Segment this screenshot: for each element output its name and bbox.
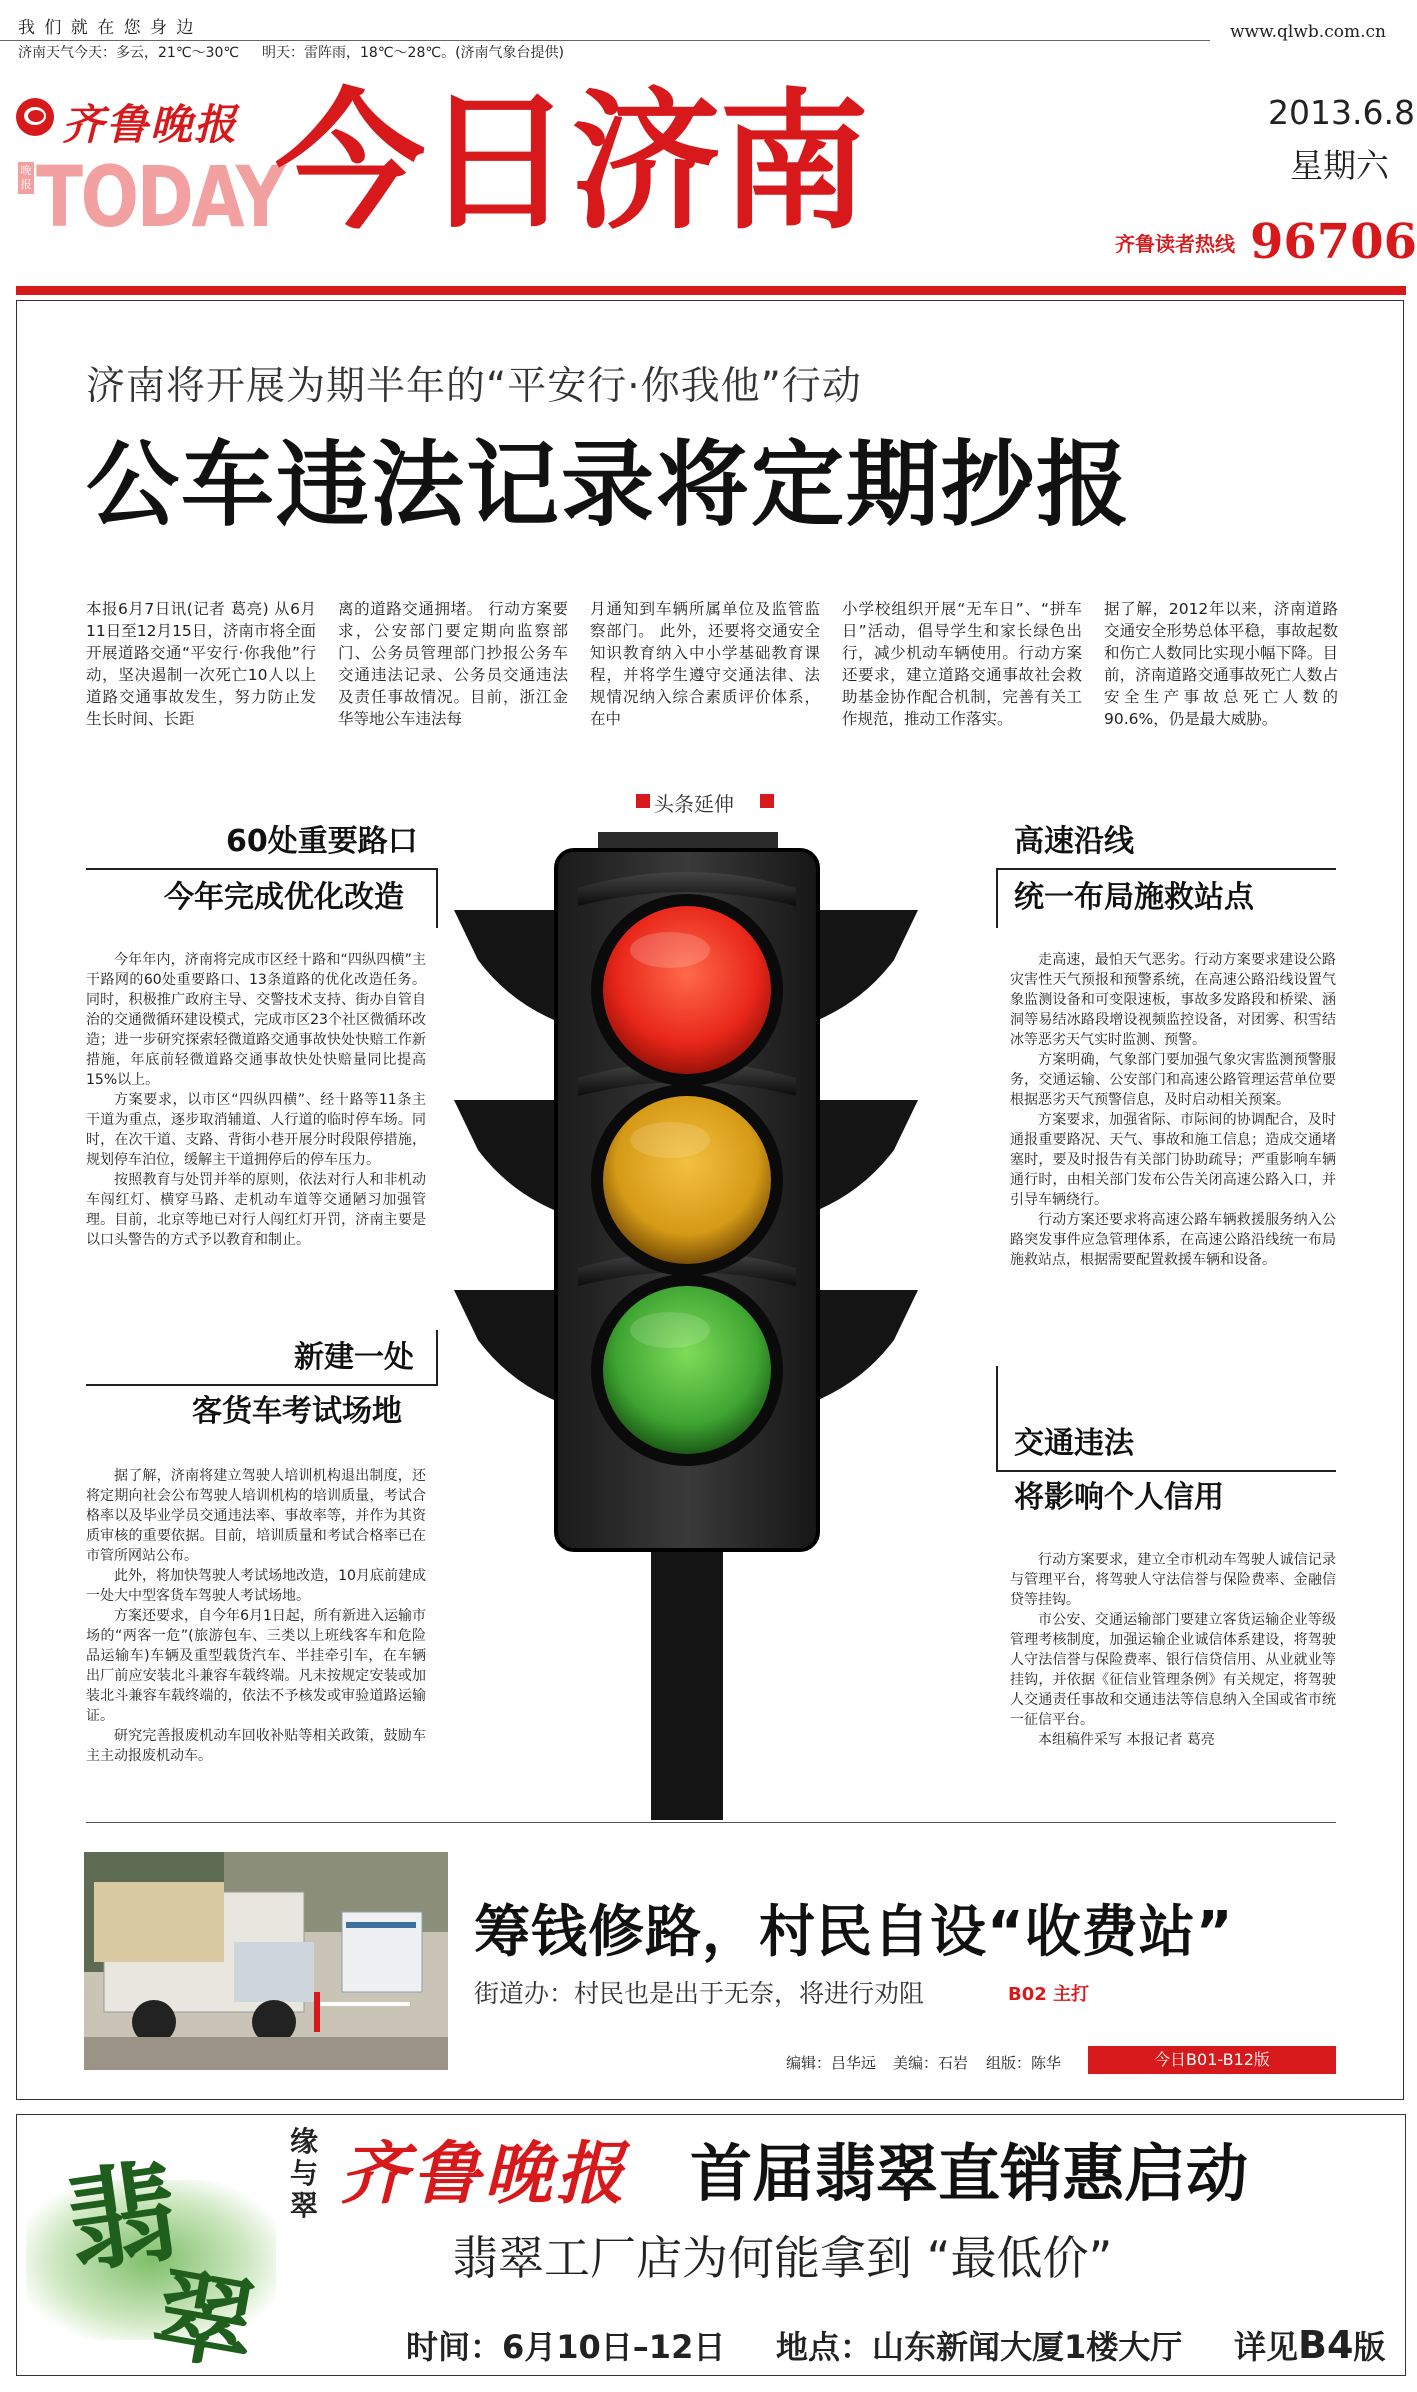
roads-title: 60处重要路口	[226, 824, 418, 859]
highway-body	[1010, 950, 1336, 1270]
highway-title-rule	[996, 868, 1336, 870]
highway-paragraph: 行动方案还要求将高速公路车辆救援服务纳入公路突发事件应急管理体系，在高速公路沿线统一布局施救站点，根据需要配置救援车辆和设备。	[1010, 1212, 1336, 1268]
credit-vert-rule	[996, 1366, 998, 1472]
exam-paragraph: 据了解，济南将建立驾驶人培训机构退出制度，还将定期向社会公布驾驶人培训机构的培训质量，考试合格率以及毕业学员交通违法率、事故率等，并作为其资质审核的重要依据。目前，培训质量和考试合格率已在市管所网站公布。	[86, 1468, 426, 1564]
paper-name: 齐鲁晚报	[62, 100, 239, 149]
highway-paragraph: 方案要求，加强省际、市际间的协调配合，及时通报重要路况、天气、事故和施工信息；造成交通堵塞时，要及时报告有关部门协助疏导；严重影响车辆通行时，由相关部门发布公告关闭高速公路入口，并引导车辆绕行。	[1010, 1112, 1336, 1208]
highway-vert-rule	[996, 868, 998, 928]
teaser-headline[interactable]: 筹钱修路，村民自设“收费站”	[474, 1900, 1234, 1965]
credit-title: 交通违法	[1014, 1426, 1134, 1461]
exam-paragraph: 方案还要求，自今年6月1日起，所有新进入运输市场的“两客一危”(旅游包车、三类以上班线客车和危险品运输车)车辆及重型载货汽车、半挂牵引车，在车辆出厂前应安装北斗兼容车载终端。凡未按规定安装或加装北斗兼容车载终端的，依法不予核发或审验道路运输证。	[86, 1608, 426, 1724]
ad-more-label: 详见	[1234, 2328, 1299, 2366]
ad-headline[interactable]: 首届翡翠直销惠启动	[690, 2137, 1249, 2210]
credit-paragraph: 市公安、交通运输部门要建立客货运输企业等级管理考核制度，加强运输企业诚信体系建设，将驾驶人守法信誉与保险费率、银行信贷信用、从业就业等挂钩，并依据《征信业管理条例》有关规定，将驾驶人交通责任事故和交通违法等信息纳入全国或省市统一征信平台。	[1010, 1612, 1336, 1728]
ad-page: B4	[1298, 2323, 1354, 2367]
highway-title: 高速沿线	[1014, 824, 1134, 859]
today-label: TODAY	[36, 148, 284, 246]
traffic-light-cap	[598, 832, 778, 850]
ad-subline: 翡翠工厂店为何能拿到 “最低价”	[452, 2231, 1113, 2285]
lead-column-1: 本报6月7日讯(记者 葛亮) 从6月11日至12月15日，济南市将全面开展道路交通“平安行·你我他”行动，坚决遏制一次死亡10人以上道路交通事故发生，努力防止发生长时间、长距	[86, 600, 316, 728]
roads-paragraph: 按照教育与处罚并举的原则，依法对行人和非机动车闯红灯、横穿马路、走机动车道等交通陋习加强管理。目前，北京等地已对行人闯红灯开罚，济南主要是以口头警告的方式予以教育和制止。	[86, 1172, 426, 1248]
credit-layout: 组版：陈华	[986, 2054, 1062, 2072]
credit-title-rule	[996, 1470, 1336, 1472]
lead-column-4: 小学校组织开展“无车日”、“拼车日”活动，倡导学生和家长绿色出行，减少机动车辆使用。行动方案还要求，建立道路交通事故社会救助基金协作配合机制，完善有关工作规范，推动工作落实。	[842, 600, 1082, 728]
exam-title-rule	[86, 1384, 436, 1386]
exam-subtitle: 客货车考试场地	[192, 1394, 402, 1429]
roads-title-rule	[86, 868, 436, 870]
lead-kicker: 济南将开展为期半年的“平安行·你我他”行动	[86, 364, 862, 409]
credit-paragraph: 行动方案要求，建立全市机动车驾驶人诚信记录与管理平台，将驾驶人守法信誉与保险费率、金融信贷等挂钩。	[1010, 1552, 1336, 1608]
teaser-divider	[86, 1822, 1336, 1823]
weather-today: 济南天气今天：多云，21℃～30℃	[18, 45, 240, 61]
credit-subtitle: 将影响个人信用	[1014, 1480, 1224, 1515]
roads-paragraph: 方案要求，以市区“四纵四横”、经十路等11条主干道为重点，逐步取消辅道、人行道的临时停车场。同时，在次干道、支路、背街小巷开展分时段限停措施，规划停车泊位，缓解主干道拥停后的停车压力。	[86, 1092, 426, 1168]
lead-column-5: 据了解，2012年以来，济南道路交通安全形势总体平稳，事故起数和伤亡人数同比实现小幅下降。目前，济南道路交通事故死亡人数占安全生产事故总死亡人数的90.6%，仍是最大威胁。	[1104, 600, 1338, 728]
lead-headline: 公车违法记录将定期抄报	[86, 431, 1131, 539]
exam-title: 新建一处	[294, 1340, 414, 1375]
ad-more-suffix: 版	[1353, 2328, 1386, 2366]
roads-paragraph: 今年年内，济南将完成市区经十路和“四纵四横”主干路网的60处重要路口、13条道路的优化改造任务。同时，积极推广政府主导、交警技术支持、街办自管自治的交通微循环建设模式，完成市区23个社区微循环改造；进一步研究探索轻微道路交通事故快处快赔工作新措施，年底前轻微道路交通事故快处快赔量同比提高15%以上。	[86, 952, 426, 1088]
masthead-rule	[16, 286, 1406, 295]
hotline-label: 齐鲁读者热线	[1115, 232, 1235, 256]
jade-logo-char1: 翡	[58, 2145, 186, 2289]
pages-badge[interactable]: 今日B01-B12版	[1088, 2046, 1336, 2074]
exam-paragraph: 研究完善报废机动车回收补贴等相关政策，鼓励车主主动报废机动车。	[86, 1728, 426, 1764]
highway-paragraph: 方案明确，气象部门要加强气象灾害监测预警服务，交通运输、公安部门和高速公路管理运营单位要根据恶劣天气预警信息，及时启动相关预案。	[1010, 1052, 1336, 1108]
header-slogan: 我 们 就 在 您 身 边	[18, 18, 196, 38]
roads-vert-rule	[436, 868, 438, 928]
credit-editor: 编辑：吕华远	[786, 2054, 877, 2072]
highway-subtitle: 统一布局施救站点	[1014, 880, 1254, 915]
extension-label: 头条延伸	[654, 792, 734, 816]
teaser-photo[interactable]	[84, 1852, 448, 2070]
hotline-number[interactable]: 96706	[1250, 214, 1417, 270]
ad-place: 地点：山东新闻大厦1楼大厅	[776, 2328, 1183, 2366]
credit-paragraph: 本组稿件采写 本报记者 葛亮	[1038, 1732, 1215, 1748]
roads-subtitle: 今年完成优化改造	[164, 880, 404, 915]
roads-body	[86, 950, 426, 1250]
lead-column-3: 月通知到车辆所属单位及监管监察部门。 此外，还要将交通安全知识教育纳入中小学基础教育课程，并将学生遵守交通法律、法规情况纳入综合素质评价体系，在中	[590, 600, 820, 728]
ad-paper-name: 齐鲁晚报	[340, 2134, 629, 2214]
jade-logo	[26, 2120, 276, 2387]
teaser-subline: 街道办：村民也是出于无奈，将进行劝阻	[474, 1979, 925, 2008]
credit-designer: 美编：石岩	[893, 2054, 969, 2072]
ad-side-label: 缘与翠	[290, 2125, 319, 2222]
highway-paragraph: 走高速，最怕天气恶劣。行动方案要求建设公路灾害性天气预报和预警系统，在高速公路沿线设置气象监测设备和可变限速板，事故多发路段和桥梁、涵洞等易结冰路段增设视频监控设备，对团雾、积雪结冰等恶劣天气实时监测、预警。	[1010, 952, 1336, 1048]
exam-body	[86, 1466, 426, 1766]
ad-more[interactable]	[1234, 2322, 1385, 2368]
website[interactable]: www.qlwb.com.cn	[1230, 22, 1386, 42]
lead-column-2: 离的道路交通拥堵。 行动方案要求，公安部门要定期向监察部门、公务员管理部门抄报公务车交通违法记录、公务员交通违法及责任事故情况。目前，浙江金华等地公车违法每	[338, 600, 568, 728]
issue-date: 2013.6.8	[1268, 93, 1415, 132]
traffic-light-pole	[651, 1550, 723, 1820]
sun-icon	[16, 98, 54, 136]
weather-tomorrow: 明天：雷阵雨，18℃～28℃。(济南气象台提供)	[262, 45, 564, 61]
teaser-page-ref[interactable]: B02 主打	[1008, 1984, 1090, 2005]
traffic-light-illustration	[438, 810, 978, 1820]
jade-logo-char2: 翠	[145, 2253, 265, 2387]
ad-time: 时间：6月10日–12日	[406, 2328, 726, 2366]
issue-weekday: 星期六	[1290, 146, 1389, 185]
paper-logo	[16, 92, 284, 262]
header-top-rule	[0, 40, 1210, 41]
today-side-label: 晚报	[18, 162, 34, 194]
credit-body	[1010, 1550, 1336, 1750]
exam-paragraph: 此外，将加快驾驶人考试场地改造，10月底前建成一处大中型客货车驾驶人考试场地。	[86, 1568, 426, 1604]
exam-vert-rule	[436, 1330, 438, 1386]
section-title: 今日济南	[275, 76, 868, 250]
